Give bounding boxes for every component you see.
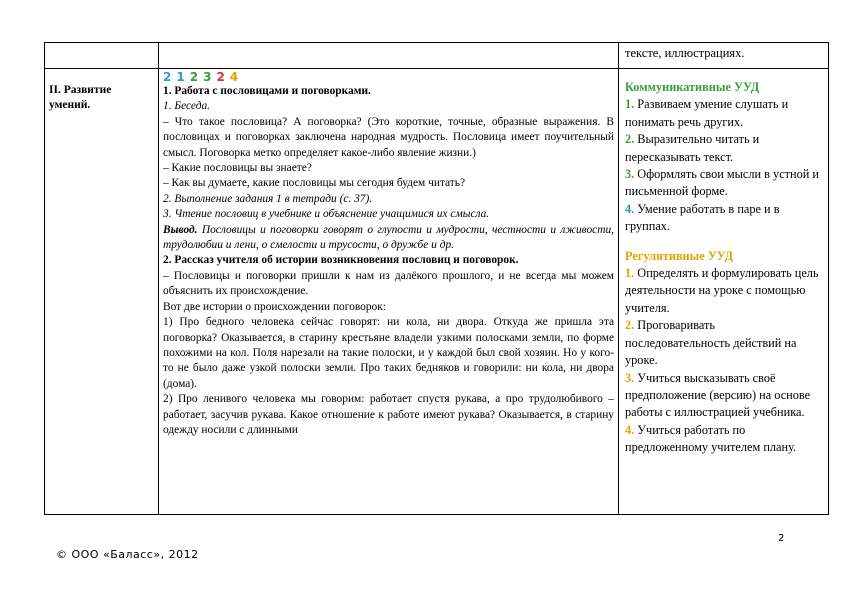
activity-number: 1 bbox=[176, 70, 186, 84]
item-number: 2. bbox=[625, 132, 635, 147]
uud-item bbox=[625, 96, 822, 131]
uud-item bbox=[625, 370, 822, 422]
cell-text: тексте, иллюстрациях. bbox=[625, 46, 745, 60]
item-text: Учиться высказывать своё предположение (версию) на основе работы с иллюстрацией учебника. bbox=[625, 370, 811, 420]
paragraph: – Что такое пословица? А поговорка? (Это короткие, точные, образные выражения. В пословицах и поговорках заключена народная мудрость. Пословица имеет поучительный смысл. Поговорка метко определяет какое-либо явление жизни.) bbox=[163, 115, 614, 159]
uud-item bbox=[625, 265, 822, 317]
lesson-table bbox=[44, 42, 829, 515]
item-number: 3. bbox=[625, 167, 635, 182]
uud-item bbox=[625, 131, 822, 166]
activity-number: 2 bbox=[216, 70, 226, 84]
conclusion-text: Пословицы и поговорки говорят о глупости и мудрости, честности и лживости, трудолюбии и лени, о смелости и трусости, о дружбе и др. bbox=[163, 223, 614, 252]
paragraph: 1) Про бедного человека сейчас говорят: ни кола, ни двора. Откуда же пришла эта поговорка? Оказывается, в старину крестьяне владели узкими полосками земли, по форме похожими на кол. Поля нарезали на такие полоски, и у каждой был свой хозяин. Но у кого-то не было даже узкой полоски земли. Про таких бедняков и говорили: ни кола, ни двора (дома). bbox=[163, 316, 614, 390]
uud-item bbox=[625, 166, 822, 201]
stage-cell bbox=[45, 69, 159, 515]
item-number: 1. bbox=[625, 97, 635, 112]
copyright-footer: © ООО «Баласс», 2012 bbox=[56, 548, 199, 561]
uud-item bbox=[625, 201, 822, 236]
paragraph: 2. Выполнение задания 1 в тетради (с. 37). bbox=[163, 192, 373, 205]
table-cell bbox=[45, 43, 159, 69]
item-number: 3. bbox=[625, 370, 635, 385]
item-text: Учиться работать по предложенному учителем плану. bbox=[625, 422, 797, 455]
activity-number: 3 bbox=[203, 70, 213, 84]
activity-number: 2 bbox=[189, 70, 200, 84]
table-cell bbox=[619, 43, 829, 69]
paragraph: – Какие пословицы вы знаете? bbox=[163, 162, 312, 175]
paragraph: – Как вы думаете, какие пословицы мы сегодня будем читать? bbox=[163, 177, 466, 190]
item-text: Определять и формулировать цель деятельности на уроке с помощью учителя. bbox=[625, 266, 819, 315]
uud-item bbox=[625, 422, 822, 457]
item-text: Развиваем умение слушать и понимать речь других. bbox=[625, 97, 789, 129]
section-heading: 1. Работа с пословицами и поговорками. bbox=[163, 85, 371, 97]
paragraph: 2) Про ленивого человека мы говорим: работает спустя рукава, а про трудолюбивого – работает, засучив рукава. Какое отношение к работе имеют рукава? Оказывается, в старину одежду носили с длинными bbox=[163, 393, 614, 436]
page-number: 2 bbox=[778, 533, 785, 544]
activity-number: 2 bbox=[163, 70, 173, 84]
item-number: 4. bbox=[625, 201, 635, 216]
item-text: Выразительно читать и пересказывать текст. bbox=[625, 132, 760, 164]
paragraph: – Пословицы и поговорки пришли к нам из далёкого прошлого, и не всегда мы можем объяснить их происхождение. bbox=[163, 269, 614, 298]
item-number: 4. bbox=[625, 422, 635, 437]
item-text: Умение работать в паре и в группах. bbox=[625, 201, 780, 234]
uud-heading-communicative: Коммуникативные УУД bbox=[625, 80, 760, 94]
item-number: 1. bbox=[625, 266, 635, 281]
item-text: Оформлять свои мысли в устной и письменной форме. bbox=[625, 167, 819, 199]
item-text: Проговаривать последовательность действий на уроке. bbox=[625, 318, 797, 368]
paragraph: Вот две истории о происхождении поговорок: bbox=[163, 300, 386, 313]
activity-numbers bbox=[163, 71, 614, 84]
section-heading: 2. Рассказ учителя об истории возникновения пословиц и поговорок. bbox=[163, 254, 519, 267]
table-row bbox=[45, 69, 829, 515]
uud-heading-regulative: Регулятивные УУД bbox=[625, 248, 734, 263]
conclusion bbox=[163, 223, 614, 254]
paragraph: 3. Чтение пословиц в учебнике и объяснение учащимися их смысла. bbox=[163, 208, 490, 221]
paragraph: 1. Беседа. bbox=[163, 100, 210, 113]
uud-item bbox=[625, 317, 822, 369]
activity-number: 4 bbox=[229, 70, 240, 84]
uud-cell bbox=[619, 69, 829, 515]
conclusion-label: Вывод. bbox=[163, 223, 198, 236]
stage-label: II. Развитие умений. bbox=[49, 84, 112, 111]
content-cell bbox=[159, 69, 619, 515]
table-row bbox=[45, 43, 829, 69]
table-cell bbox=[159, 43, 619, 69]
item-number: 2. bbox=[625, 318, 635, 333]
